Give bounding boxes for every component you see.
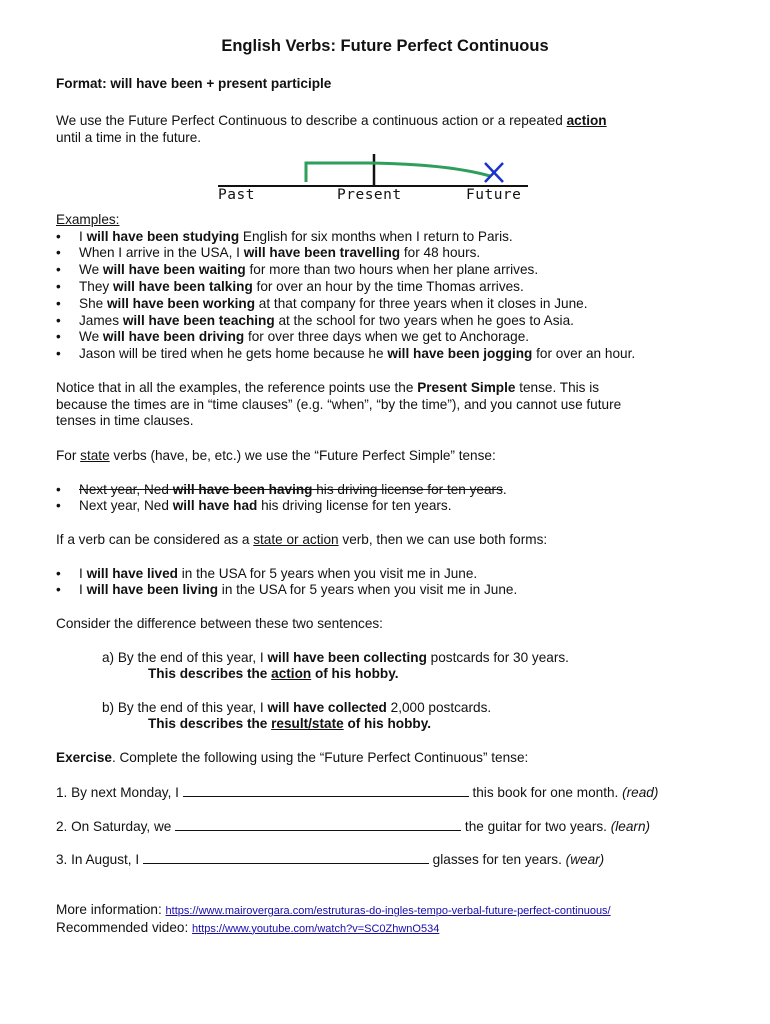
exercise-2-start: 2. On Saturday, we [56, 819, 176, 834]
consider-heading: Consider the difference between these two sentences: [56, 616, 383, 631]
sentence-b-verb: will have collected [267, 699, 387, 715]
example-item [56, 296, 635, 313]
example-verb: will have been working [106, 295, 256, 311]
sentence-b-start: b) By the end of this year, I [102, 699, 268, 715]
example-text: Jason will be tired when he gets home because he [79, 346, 388, 362]
intro-paragraph [56, 113, 736, 146]
example-verb: will have been talking [113, 278, 253, 294]
example-text: English for six months when I return to Paris. [239, 228, 513, 244]
sentence-b-description [56, 716, 569, 733]
example-text: They [79, 278, 113, 294]
state-example-text: his driving license for ten years. [257, 498, 452, 514]
both-example-item [56, 566, 547, 583]
both-example-text: in the USA for 5 years when you visit me in June. [218, 582, 518, 598]
state-example-tail: . [502, 481, 507, 497]
exercise-1-start: 1. By next Monday, I [56, 785, 183, 800]
exercise-3-start: 3. In August, I [56, 852, 143, 867]
example-item [56, 313, 635, 330]
both-intro: If a verb can be considered as a [56, 532, 254, 547]
sentence-a-start: a) By the end of this year, I [102, 649, 268, 665]
example-text: for over three days when we get to Anchorage. [244, 329, 530, 345]
example-verb: will have been travelling [243, 245, 401, 261]
state-intro: For [56, 448, 81, 463]
sentence-a [56, 650, 569, 667]
example-text: for more than two hours when her plane arrives. [245, 262, 539, 278]
both-example-verb: will have lived [86, 565, 178, 581]
example-item [56, 329, 635, 346]
more-info-label: More information: [56, 902, 166, 917]
both-examples-list [56, 566, 547, 600]
example-verb: will have been driving [102, 329, 245, 345]
example-verb: will have been studying [86, 228, 240, 244]
example-text: at the school for two years when he goes to Asia. [274, 312, 574, 328]
more-info-link[interactable]: https://www.mairovergara.com/estruturas-do-ingles-tempo-verbal-future-perfect-continuous/ [165, 905, 611, 917]
sentence-a-description [56, 666, 569, 683]
example-verb: will have been teaching [122, 312, 275, 328]
format-label: Format: [56, 76, 107, 91]
example-text: James [79, 312, 123, 328]
exercise-1-end: this book for one month. [468, 785, 623, 800]
exercise-3-end: glasses for ten years. [428, 852, 566, 867]
both-example-item [56, 582, 547, 599]
state-examples-list [56, 482, 507, 516]
notice-line2: because the times are in “time clauses” (e.g. “when”, “by the time”), and you cannot use future [56, 396, 622, 412]
action-word: action [566, 113, 607, 128]
both-forms-section [56, 532, 547, 599]
examples-heading: Examples: [56, 212, 120, 227]
state-or-action-phrase: state or action [253, 532, 339, 547]
timeline-diagram [218, 154, 528, 206]
present-simple-term: Present Simple [417, 380, 516, 395]
video-label: Recommended video: [56, 919, 193, 935]
timeline-label-past: Past [218, 187, 255, 203]
page-title: English Verbs: Future Perfect Continuous [221, 37, 549, 55]
sentence-b-end: 2,000 postcards. [386, 699, 492, 715]
example-verb: will have been waiting [102, 262, 246, 278]
state-word: state [80, 448, 110, 463]
state-example-text: Next year, Ned [79, 498, 173, 514]
example-text: She [79, 295, 107, 311]
format-text: will have been + present participle [106, 76, 332, 91]
example-item [56, 245, 635, 262]
more-info-section [56, 902, 611, 937]
example-item [56, 279, 635, 296]
format-line [56, 76, 331, 93]
example-text: I [79, 228, 87, 244]
notice-line3: tenses in time clauses. [56, 413, 194, 429]
state-verbs-section [56, 448, 507, 515]
example-text: for 48 hours. [400, 245, 481, 261]
video-link[interactable]: https://www.youtube.com/watch?v=SC0ZhwnO534 [192, 922, 440, 935]
state-example-text: his driving license for ten years [312, 481, 503, 497]
state-example-verb: will have had [172, 498, 258, 514]
desc-b-start: This describes the [148, 716, 272, 732]
notice-text: Notice that in all the examples, the reference points use the [56, 380, 418, 395]
exercise-item-1 [56, 784, 658, 802]
exercise-3-hint: (wear) [565, 852, 605, 867]
both-example-text: in the USA for 5 years when you visit me in June. [177, 565, 478, 581]
notice-paragraph [56, 380, 736, 430]
exercise-1-blank[interactable] [183, 784, 469, 797]
example-text: We [79, 262, 103, 278]
desc-b-end: of his hobby. [343, 716, 432, 732]
example-text: for over an hour. [532, 346, 636, 362]
sentence-a-verb: will have been collecting [267, 649, 427, 665]
desc-a-start: This describes the [148, 666, 272, 682]
state-example-sentence [79, 482, 503, 497]
state-example-item [56, 498, 507, 515]
example-text: at that company for three years when it closes in June. [255, 295, 588, 311]
consider-section [56, 616, 569, 733]
both-example-verb: will have been living [86, 582, 219, 598]
future-point-icon [485, 163, 503, 182]
exercise-2-hint: (learn) [610, 819, 651, 834]
timeline-label-future: Future [466, 187, 522, 203]
intro-text-line2: until a time in the future. [56, 129, 202, 145]
examples-list [56, 229, 635, 363]
both-intro-end: verb, then we can use both forms: [338, 532, 548, 547]
example-verb: will have been jogging [387, 346, 533, 362]
exercise-instructions: . Complete the following using the “Future Perfect Continuous” tense: [111, 750, 529, 765]
exercise-2-blank[interactable] [175, 818, 461, 831]
example-text: We [79, 329, 103, 345]
example-item [56, 346, 635, 363]
state-intro-end: verbs (have, be, etc.) we use the “Future Perfect Simple” tense: [109, 448, 496, 463]
example-item [56, 229, 635, 246]
sentence-b [56, 700, 569, 717]
exercise-item-2 [56, 818, 650, 836]
state-example-item [56, 482, 507, 499]
example-item [56, 262, 635, 279]
state-example-text: Next year, Ned [79, 481, 173, 497]
state-example-verb: will have been having [172, 481, 313, 497]
state-example-sentence [79, 498, 452, 513]
exercise-1-hint: (read) [622, 785, 659, 800]
timeline-label-present: Present [337, 187, 402, 203]
example-text: for over an hour by the time Thomas arrives. [252, 278, 524, 294]
exercise-label: Exercise [56, 750, 112, 765]
notice-text-end: tense. This is [515, 380, 600, 395]
example-text: When I arrive in the USA, I [79, 245, 244, 261]
sentence-a-end: postcards for 30 years. [426, 649, 569, 665]
desc-a-key: action [271, 666, 312, 682]
examples-section [56, 212, 635, 363]
exercise-2-end: the guitar for two years. [461, 819, 611, 834]
desc-a-end: of his hobby. [311, 666, 399, 682]
both-example-text: I [79, 582, 87, 598]
exercise-3-blank[interactable] [143, 851, 429, 864]
exercise-item-3 [56, 851, 604, 869]
exercise-heading [56, 750, 528, 767]
desc-b-key: result/state [271, 716, 344, 732]
intro-text: We use the Future Perfect Continuous to describe a continuous action or a repeated [56, 113, 567, 128]
duration-line [306, 163, 490, 182]
both-example-text: I [79, 565, 87, 581]
